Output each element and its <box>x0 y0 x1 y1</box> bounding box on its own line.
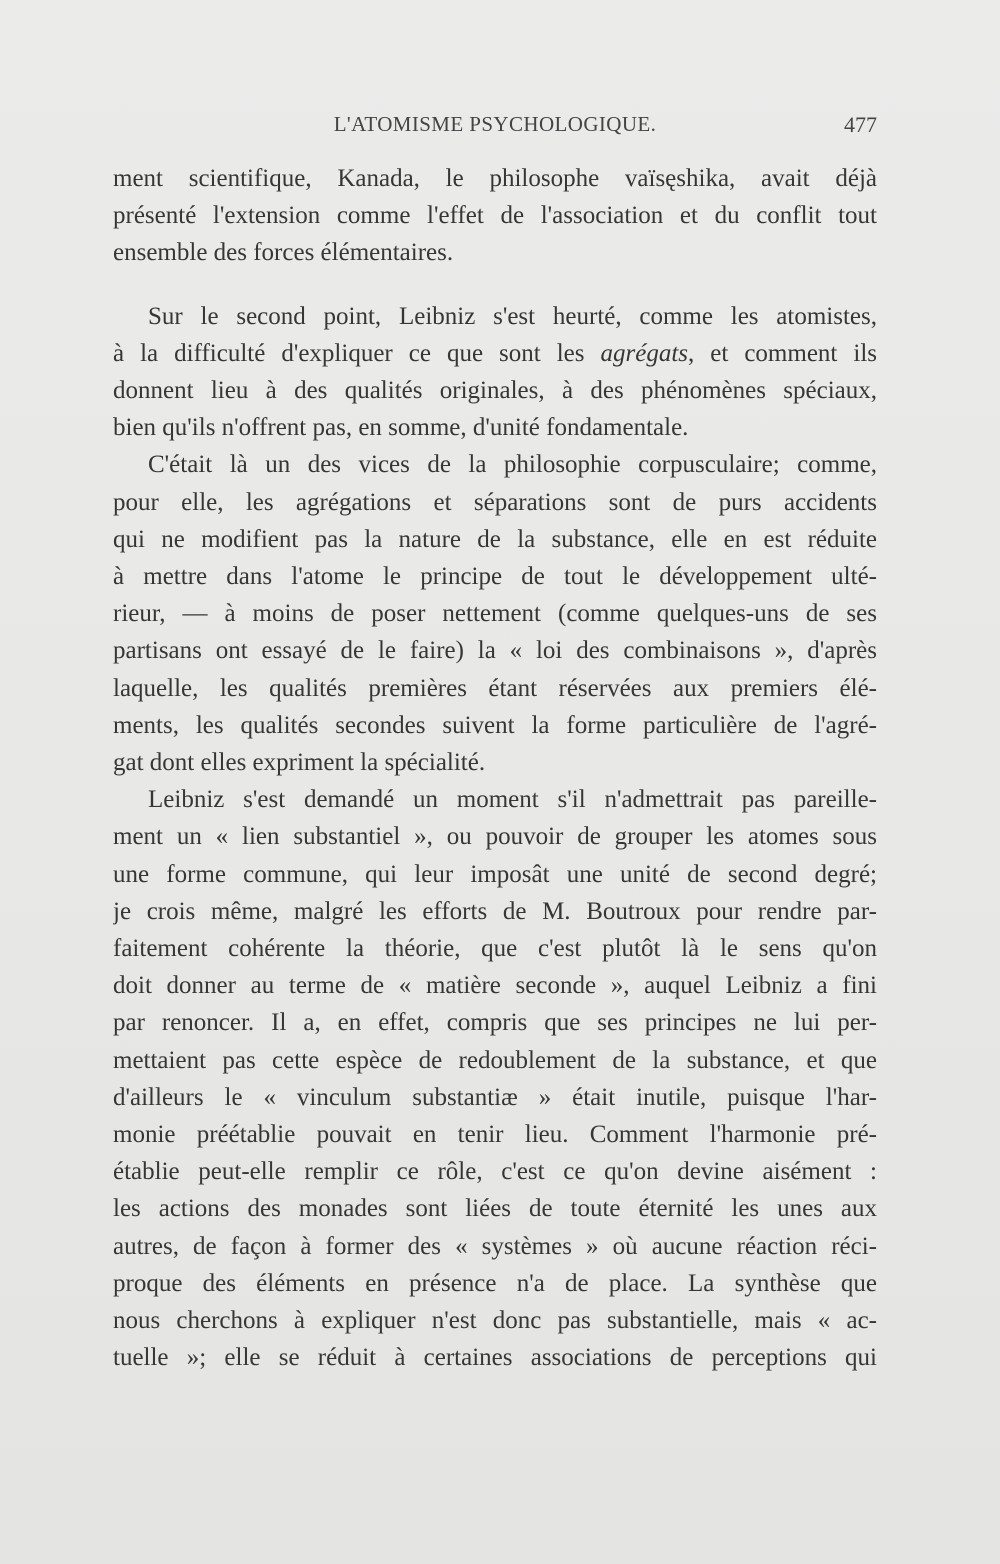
text-line: Leibniz s'est demandé un moment s'il n'admettrait pas pareille- <box>148 786 877 814</box>
text-line: ensemble des forces élémentaires. <box>113 239 454 267</box>
text-line: ment scientifique, Kanada, le philosophe vaïsęshika, avait déjà <box>113 165 877 192</box>
page-number: 477 <box>844 112 877 137</box>
text-line: donnent lieu à des qualités originales, à des phénomènes spéciaux, <box>113 377 877 405</box>
text-line: doit donner au terme de « matière seconde », auquel Leibniz a fini <box>113 972 877 1000</box>
text-line: autres, de façon à former des « systèmes » où aucune réaction réci- <box>113 1232 877 1260</box>
text-line: gat dont elles expriment la spécialité. <box>113 749 486 777</box>
text-line: une forme commune, qui leur imposât une unité de second degré; <box>113 860 877 888</box>
text-line: je crois même, malgré les efforts de M. Boutroux pour rendre par- <box>113 897 877 925</box>
text-line: tuelle »; elle se réduit à certaines associations de perceptions qui <box>113 1344 877 1372</box>
paragraph <box>113 781 877 1376</box>
running-head <box>113 112 877 144</box>
running-title: L'ATOMISME PSYCHOLOGIQUE. <box>333 112 657 136</box>
text-line: les actions des monades sont liées de toute éternité les unes aux <box>113 1195 877 1223</box>
text-line: monie préétablie pouvait en tenir lieu. Comment l'harmonie pré- <box>113 1121 877 1149</box>
text-line: à mettre dans l'atome le principe de tout le développement ulté- <box>113 563 877 591</box>
text-line: présenté l'extension comme l'effet de l'association et du conflit tout <box>113 202 877 230</box>
text-line: bien qu'ils n'offrent pas, en somme, d'unité fondamentale. <box>113 414 689 442</box>
text-line: établie peut-elle remplir ce rôle, c'est ce qu'on devine aisément : <box>113 1158 877 1186</box>
body-text <box>113 160 877 1377</box>
text-line: laquelle, les qualités premières étant réservées aux premiers élé- <box>113 674 877 702</box>
paragraph <box>113 160 877 272</box>
text-line: à la difficulté d'expliquer ce que sont les agrégats, et comment ils <box>113 339 877 367</box>
text-line: ment un « lien substantiel », ou pouvoir de grouper les atomes sous <box>113 823 877 851</box>
text-line: Sur le second point, Leibniz s'est heurté, comme les atomistes, <box>148 302 877 330</box>
text-line: faitement cohérente la théorie, que c'est plutôt là le sens qu'on <box>113 935 877 963</box>
text-line: par renoncer. Il a, en effet, compris que ses principes ne lui per- <box>113 1009 877 1037</box>
text-line: rieur, — à moins de poser nettement (comme quelques-uns de ses <box>113 600 877 628</box>
text-line: mettaient pas cette espèce de redoublement de la substance, et que <box>113 1046 877 1074</box>
text-line: partisans ont essayé de le faire) la « loi des combinaisons », d'après <box>113 637 877 665</box>
text-line: nous cherchons à expliquer n'est donc pas substantielle, mais « ac- <box>113 1307 877 1335</box>
text-line: proque des éléments en présence n'a de place. La synthèse que <box>113 1269 877 1297</box>
text-line: pour elle, les agrégations et séparations sont de purs accidents <box>113 488 877 516</box>
paragraph-gap <box>113 272 877 298</box>
paragraph <box>113 298 877 447</box>
text-line: ments, les qualités secondes suivent la forme particulière de l'agré- <box>113 711 877 739</box>
text-line: d'ailleurs le « vinculum substantiæ » était inutile, puisque l'har- <box>113 1083 877 1111</box>
text-line: C'était là un des vices de la philosophie corpusculaire; comme, <box>148 451 877 479</box>
paragraph <box>113 446 877 781</box>
text-line: qui ne modifient pas la nature de la substance, elle en est réduite <box>113 525 877 553</box>
